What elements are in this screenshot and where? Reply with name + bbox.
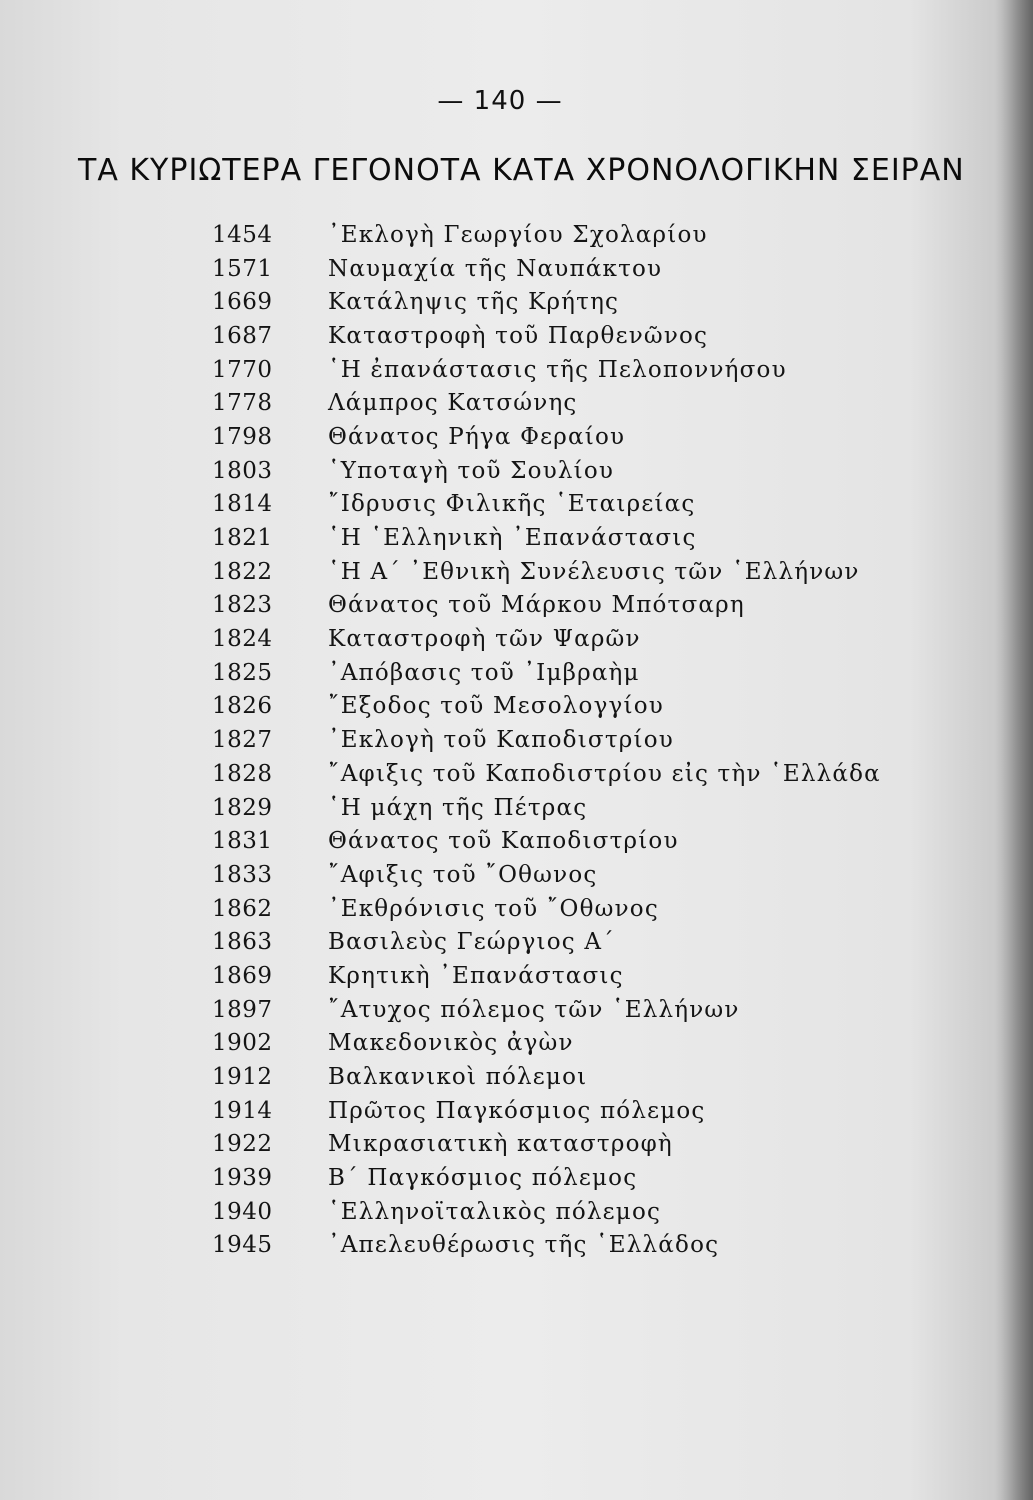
event-year: 1829 <box>212 794 273 821</box>
event-year: 1823 <box>212 592 273 619</box>
event-description: ῾Η ῾Ελληνικὴ ᾿Επανάστασις <box>328 525 697 552</box>
chronology-row <box>212 353 912 387</box>
event-description: Θάνατος Ρήγα Φεραίου <box>328 423 626 450</box>
event-description: Πρῶτος Παγκόσμιος πόλεμος <box>328 1097 706 1124</box>
event-year: 1821 <box>212 525 273 552</box>
event-description: Μικρασιατικὴ καταστροφὴ <box>328 1131 673 1158</box>
event-description: Θάνατος τοῦ Καποδιστρίου <box>328 828 679 855</box>
event-year: 1798 <box>212 423 273 450</box>
page-heading: ΤΑ ΚΥΡΙΩΤΕΡΑ ΓΕΓΟΝΟΤΑ ΚΑΤΑ ΧΡΟΝΟΛΟΓΙΚΗΝ ΣΕΙΡΑΝ <box>78 153 965 188</box>
event-year: 1669 <box>212 289 273 316</box>
event-description: Κατάληψις τῆς Κρήτης <box>328 289 620 316</box>
event-description: Καταστροφὴ τῶν Ψαρῶν <box>328 626 641 653</box>
event-description: Β΄ Παγκόσμιος πόλεμος <box>328 1165 638 1192</box>
chronology-row <box>212 757 912 791</box>
event-description: Καταστροφὴ τοῦ Παρθενῶνος <box>328 322 709 349</box>
chronology-row <box>212 824 912 858</box>
event-description: ᾿Εκλογὴ Γεωργίου Σχολαρίου <box>328 221 708 248</box>
event-year: 1827 <box>212 727 273 754</box>
event-description: Ναυμαχία τῆς Ναυπάκτου <box>328 255 663 282</box>
event-description: ῾Η ἐπανάστασις τῆς Πελοποννήσου <box>328 356 787 383</box>
chronology-row <box>212 555 912 589</box>
chronology-row <box>212 1027 912 1061</box>
event-year: 1822 <box>212 558 273 585</box>
chronology-row <box>212 218 912 252</box>
event-year: 1826 <box>212 693 273 720</box>
event-description: ῎Εξοδος τοῦ Μεσολογγίου <box>328 693 664 720</box>
event-description: ᾿Απόβασις τοῦ ᾿Ιμβραὴμ <box>328 659 640 686</box>
event-year: 1687 <box>212 322 273 349</box>
event-year: 1571 <box>212 255 273 282</box>
event-year: 1833 <box>212 861 273 888</box>
event-year: 1862 <box>212 895 273 922</box>
event-description: ῎Αφιξις τοῦ Καποδιστρίου εἰς τὴν ῾Ελλάδα <box>328 760 881 787</box>
event-year: 1897 <box>212 996 273 1023</box>
event-year: 1912 <box>212 1064 273 1091</box>
chronology-row <box>212 454 912 488</box>
event-description: ῾Η μάχη τῆς Πέτρας <box>328 794 588 821</box>
chronology-row <box>212 386 912 420</box>
event-description: ᾿Εκλογὴ τοῦ Καποδιστρίου <box>328 727 674 754</box>
event-description: Θάνατος τοῦ Μάρκου Μπότσαρη <box>328 592 745 619</box>
event-year: 1778 <box>212 390 273 417</box>
chronology-row <box>212 1161 912 1195</box>
chronology-row <box>212 521 912 555</box>
chronology-row <box>212 1195 912 1229</box>
event-year: 1914 <box>212 1097 273 1124</box>
chronology-row <box>212 690 912 724</box>
chronology-row <box>212 488 912 522</box>
event-description: Βασιλεὺς Γεώργιος Α΄ <box>328 929 615 956</box>
event-description: ῾Υποταγὴ τοῦ Σουλίου <box>328 457 615 484</box>
chronology-row <box>212 252 912 286</box>
event-year: 1863 <box>212 929 273 956</box>
event-year: 1902 <box>212 1030 273 1057</box>
event-year: 1831 <box>212 828 273 855</box>
event-year: 1869 <box>212 962 273 989</box>
chronology-row <box>212 892 912 926</box>
event-year: 1770 <box>212 356 273 383</box>
event-year: 1939 <box>212 1165 273 1192</box>
event-description: ῎Ατυχος πόλεμος τῶν ῾Ελλήνων <box>328 996 740 1023</box>
chronology-row <box>212 656 912 690</box>
chronology-row <box>212 1060 912 1094</box>
chronology-list <box>212 218 912 1262</box>
chronology-row <box>212 1229 912 1263</box>
event-year: 1814 <box>212 491 273 518</box>
event-description: ῎Αφιξις τοῦ ῎Οθωνος <box>328 861 598 888</box>
chronology-row <box>212 1094 912 1128</box>
event-description: ῾Ελληνοϊταλικὸς πόλεμος <box>328 1198 662 1225</box>
event-description: Κρητικὴ ᾿Επανάστασις <box>328 962 624 989</box>
event-description: Λάμπρος Κατσώνης <box>328 390 578 417</box>
chronology-row <box>212 723 912 757</box>
event-description: Μακεδονικὸς ἀγὼν <box>328 1030 574 1057</box>
chronology-row <box>212 589 912 623</box>
chronology-row <box>212 858 912 892</box>
chronology-row <box>212 622 912 656</box>
page-number: — 140 — <box>437 86 563 116</box>
chronology-row <box>212 420 912 454</box>
event-year: 1945 <box>212 1232 273 1259</box>
chronology-row <box>212 993 912 1027</box>
event-year: 1940 <box>212 1198 273 1225</box>
event-description: ῾Η Α΄ ᾿Εθνικὴ Συνέλευσις τῶν ῾Ελλήνων <box>328 558 860 585</box>
event-year: 1828 <box>212 760 273 787</box>
chronology-row <box>212 791 912 825</box>
event-year: 1803 <box>212 457 273 484</box>
event-description: ᾿Απελευθέρωσις τῆς ῾Ελλάδος <box>328 1232 720 1259</box>
event-year: 1454 <box>212 221 273 248</box>
spine-shadow <box>995 0 1033 1500</box>
chronology-row <box>212 319 912 353</box>
event-year: 1825 <box>212 659 273 686</box>
chronology-row <box>212 285 912 319</box>
event-description: ῎Ιδρυσις Φιλικῆς ῾Εταιρείας <box>328 491 696 518</box>
event-description: ᾿Εκθρόνισις τοῦ ῎Οθωνος <box>328 895 659 922</box>
event-year: 1922 <box>212 1131 273 1158</box>
event-description: Βαλκανικοὶ πόλεμοι <box>328 1064 588 1091</box>
chronology-row <box>212 1128 912 1162</box>
event-year: 1824 <box>212 626 273 653</box>
chronology-row <box>212 925 912 959</box>
chronology-row <box>212 959 912 993</box>
